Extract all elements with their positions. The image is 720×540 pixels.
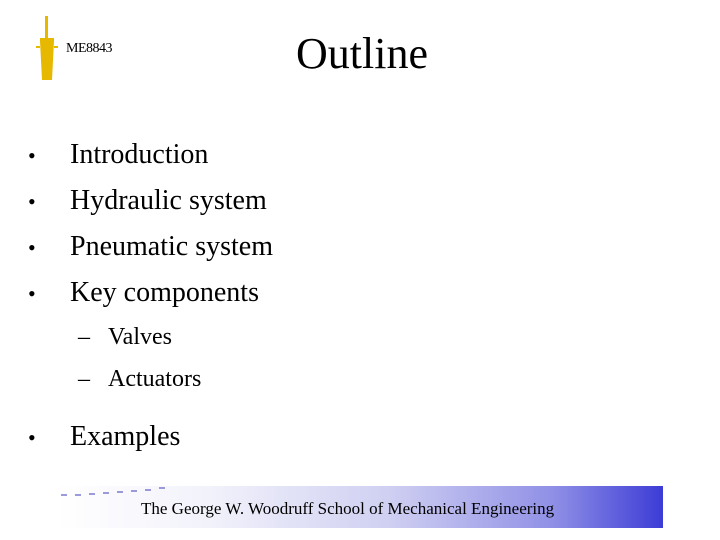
- bullet-marker: •: [28, 189, 36, 214]
- footer-text: The George W. Woodruff School of Mechanical Engineering: [141, 499, 555, 518]
- sub-list: [78, 316, 628, 400]
- bullet-marker: •: [28, 235, 36, 260]
- list-item: [28, 270, 628, 316]
- slide-title: Outline: [296, 29, 428, 78]
- bullet-marker: •: [28, 425, 36, 450]
- dashed-line-decoration: [57, 486, 177, 498]
- list-item-label: Examples: [70, 421, 181, 452]
- dash-marker: –: [78, 366, 90, 392]
- list-item: [28, 224, 628, 270]
- list-item-label: Key components: [70, 277, 259, 308]
- list-item-label: Introduction: [70, 139, 209, 170]
- sub-item-label: Actuators: [108, 366, 202, 392]
- dash-marker: –: [78, 324, 90, 350]
- footer-banner: [57, 486, 663, 528]
- outline-list: [28, 132, 628, 460]
- list-item: [28, 178, 628, 224]
- list-item: [28, 132, 628, 178]
- gold-torch-icon: [36, 16, 58, 84]
- sub-item-label: Valves: [108, 324, 172, 350]
- course-code: ME8843: [66, 41, 112, 56]
- list-item-label: Hydraulic system: [70, 185, 267, 216]
- bullet-marker: •: [28, 143, 36, 168]
- sub-list-item: [78, 358, 628, 400]
- list-item: [28, 414, 628, 460]
- bullet-marker: •: [28, 281, 36, 306]
- sub-list-item: [78, 316, 628, 358]
- list-item-label: Pneumatic system: [70, 231, 273, 262]
